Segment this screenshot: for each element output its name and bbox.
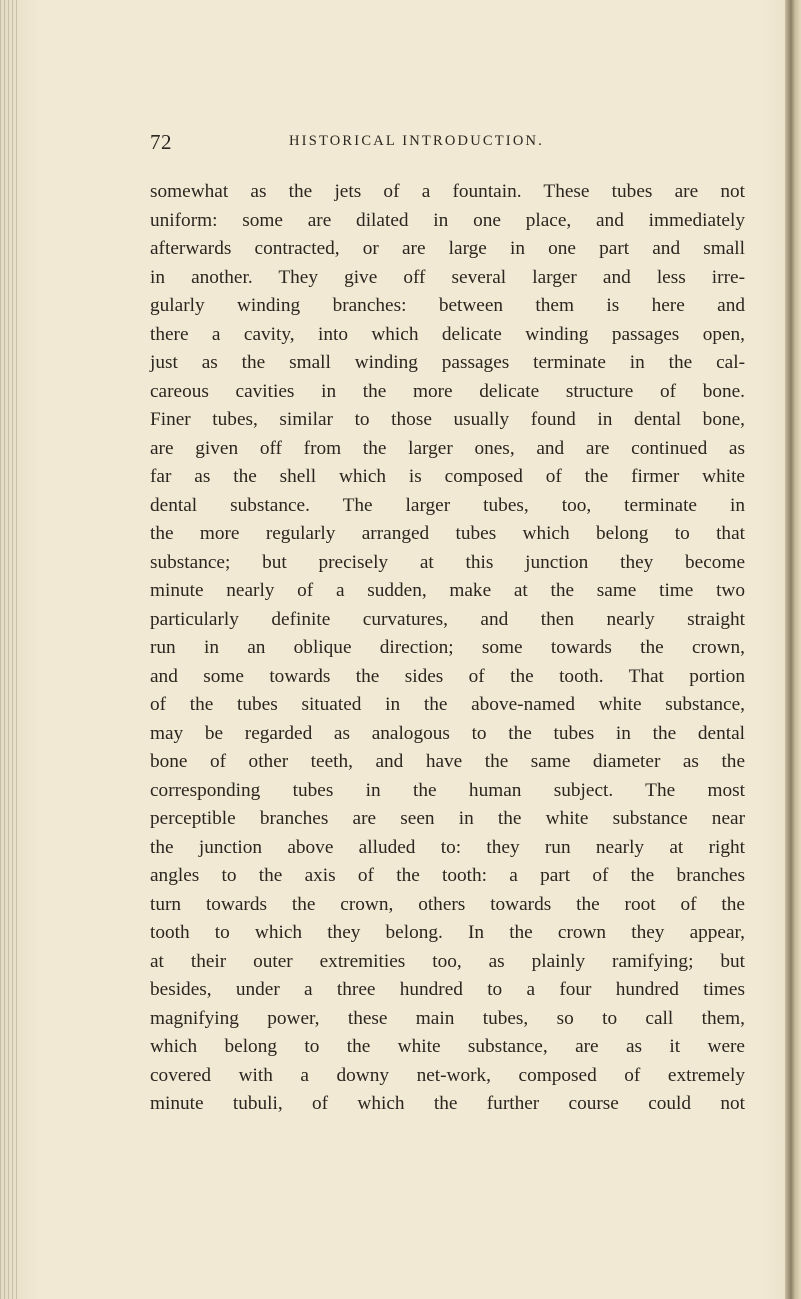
text-line: minute nearly of a sudden, make at the same time two bbox=[150, 580, 745, 601]
text-line: dental substance. The larger tubes, too, terminate in bbox=[150, 494, 745, 516]
text-line: tooth to which they belong. In the crown they appear, bbox=[150, 922, 745, 943]
text-line: perceptible branches are seen in the white substance near bbox=[150, 808, 745, 829]
text-line: besides, under a three hundred to a four hundred times bbox=[150, 979, 745, 1000]
text-line: turn towards the crown, others towards the root of the bbox=[150, 893, 745, 915]
running-head: HISTORICAL INTRODUCTION. bbox=[289, 133, 544, 149]
page-header bbox=[150, 130, 745, 156]
text-line: substance; but precisely at this junction they become bbox=[150, 551, 745, 573]
text-line: of the tubes situated in the above-named white substance, bbox=[150, 694, 745, 715]
text-line: far as the shell which is composed of the firmer white bbox=[150, 466, 745, 487]
body-text bbox=[150, 178, 745, 1119]
text-line: in another. They give off several larger and less irre- bbox=[150, 266, 745, 288]
text-line: may be regarded as analogous to the tubes in the dental bbox=[150, 722, 745, 744]
text-line: run in an oblique direction; some towards the crown, bbox=[150, 637, 745, 658]
text-line: minute tubuli, of which the further course could not bbox=[150, 1093, 745, 1114]
page-edge-left bbox=[0, 0, 18, 1299]
text-line: are given off from the larger ones, and are continued as bbox=[150, 437, 745, 459]
text-line: which belong to the white substance, are as it were bbox=[150, 1036, 745, 1057]
text-line: careous cavities in the more delicate structure of bone. bbox=[150, 380, 745, 402]
text-line: particularly definite curvatures, and then nearly straight bbox=[150, 608, 745, 630]
text-line: magnifying power, these main tubes, so to call them, bbox=[150, 1007, 745, 1029]
text-line: corresponding tubes in the human subject. The most bbox=[150, 779, 745, 801]
text-line: the junction above alluded to: they run nearly at right bbox=[150, 836, 745, 858]
text-line: angles to the axis of the tooth: a part of the branches bbox=[150, 865, 745, 886]
text-line: gularly winding branches: between them is here and bbox=[150, 295, 745, 316]
page-number: 72 bbox=[150, 130, 172, 154]
text-line: at their outer extremities too, as plainly ramifying; but bbox=[150, 950, 745, 972]
text-line: bone of other teeth, and have the same diameter as the bbox=[150, 751, 745, 772]
text-line: just as the small winding passages terminate in the cal- bbox=[150, 352, 745, 373]
text-line: afterwards contracted, or are large in one part and small bbox=[150, 238, 745, 259]
page-gutter-right bbox=[785, 0, 801, 1299]
text-line: Finer tubes, similar to those usually found in dental bone, bbox=[150, 409, 745, 430]
text-line: the more regularly arranged tubes which belong to that bbox=[150, 523, 745, 544]
text-line: uniform: some are dilated in one place, and immediately bbox=[150, 209, 745, 231]
text-line: and some towards the sides of the tooth. That portion bbox=[150, 665, 745, 687]
text-line: somewhat as the jets of a fountain. These tubes are not bbox=[150, 181, 745, 202]
text-line: covered with a downy net-work, composed of extremely bbox=[150, 1064, 745, 1086]
text-line: there a cavity, into which delicate winding passages open, bbox=[150, 323, 745, 345]
